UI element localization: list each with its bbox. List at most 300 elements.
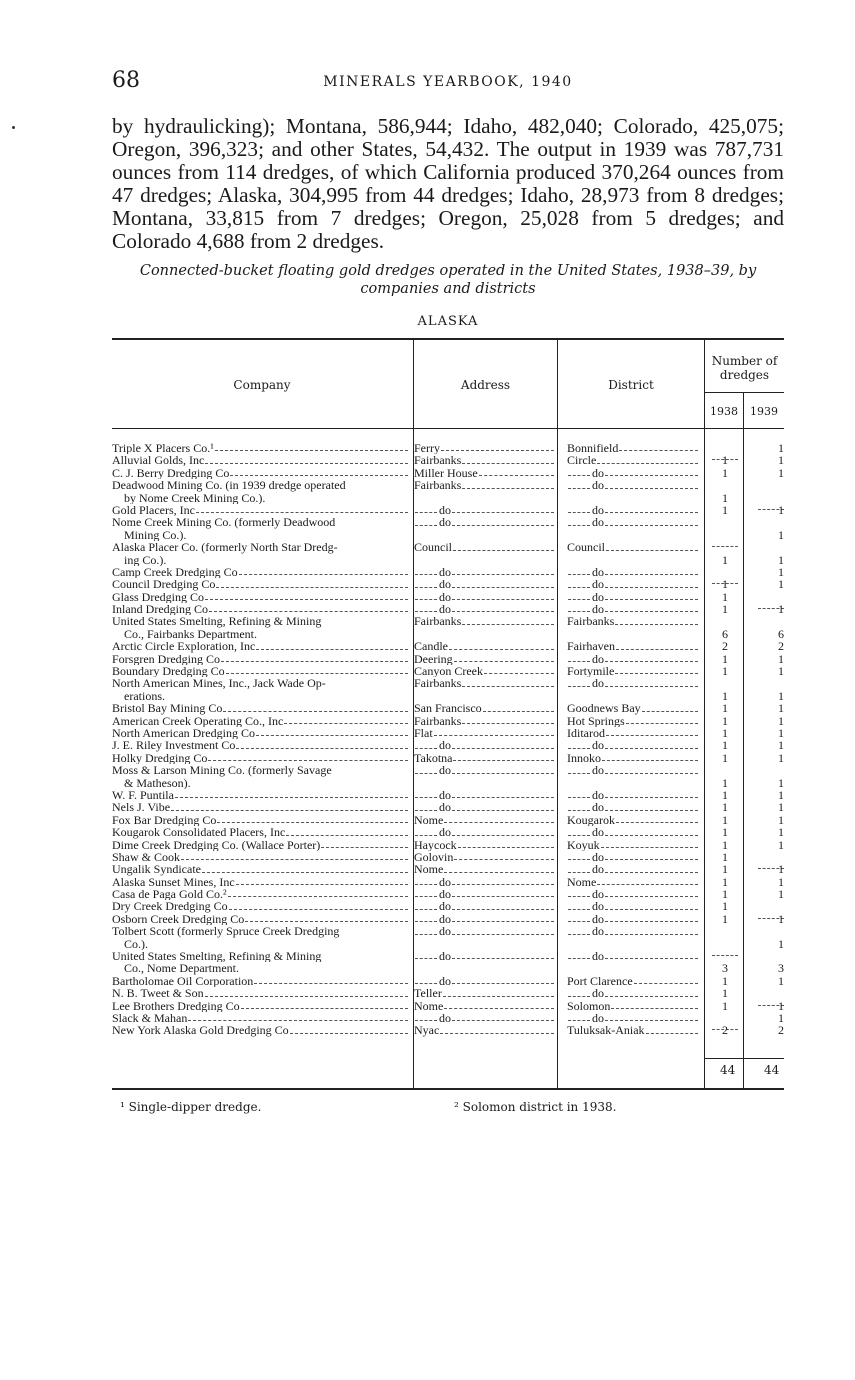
company-cell [112,950,410,962]
company-name: Osborn Creek Dredging Co [112,912,245,926]
district-cell [567,653,700,665]
company-cell [112,566,410,578]
district-text: do [592,764,604,777]
count-value: 1 [778,454,784,467]
address-text: Haycock [414,838,457,851]
count-1939 [746,789,784,801]
count-1939 [746,529,784,541]
address-text: do [439,578,451,591]
count-1938 [708,504,742,516]
address-text: Fairbanks [414,615,462,628]
table-row [112,938,784,950]
count-1939 [746,442,784,454]
count-1939 [746,777,784,789]
company-cell [112,516,410,528]
count-value: 1 [722,714,728,727]
address-text: do [439,603,451,616]
district-cell [567,715,700,727]
district-text: do [592,677,604,690]
address-cell [414,789,556,801]
count-1938 [708,591,742,603]
count-value: 1 [778,442,784,455]
count-value: 3 [722,962,728,975]
count-value: 1 [722,776,728,789]
address-text: do [439,888,451,901]
address-cell [414,640,556,652]
district-text: Circle [567,454,597,467]
table-row [112,1024,784,1036]
table-row [112,801,784,813]
table-bottom-rule [112,1088,784,1090]
address-cell [414,839,556,851]
district-text: do [592,925,604,938]
district-cell [567,615,700,627]
address-text: San Francisco [414,702,482,715]
company-name: Dime Creek Dredging Co. (Wallace Porter) [112,838,321,851]
table-row [112,479,784,491]
district-text: do [592,950,604,963]
count-value: 1 [778,466,784,480]
address-cell [414,826,556,838]
table-row [112,702,784,714]
count-value: 1 [722,702,728,715]
district-text: do [592,479,604,492]
district-cell [567,591,700,603]
table-row [112,541,784,553]
company-name: J. E. Riley Investment Co [112,739,236,752]
table-row [112,764,784,776]
count-1938 [708,467,742,479]
address-text: do [439,801,451,814]
count-1939 [746,826,784,838]
district-text: Goodnews Bay [567,702,641,715]
district-cell [567,913,700,925]
address-cell [414,1000,556,1012]
district-cell [567,727,700,739]
district-cell [567,801,700,813]
count-1938 [708,826,742,838]
district-cell [567,789,700,801]
district-text: do [592,912,604,926]
company-name: United States Smelting, Refining & Mining [112,615,322,628]
district-cell [567,839,700,851]
header-company: Company [233,378,291,392]
company-cell [112,578,410,590]
company-cell [112,492,422,504]
district-cell [567,454,700,466]
table-row [112,591,784,603]
company-cell [112,615,410,627]
address-text: Nome [414,999,444,1012]
count-1939 [746,628,784,640]
company-name: C. J. Berry Dredging Co [112,466,230,480]
count-value: 1 [778,826,784,839]
address-cell [414,504,556,516]
count-1938 [708,628,742,640]
district-text: Innoko [567,751,601,765]
intro-paragraph: by hydraulicking); Montana, 586,944; Idaho, 482,040; Colorado, 425,075; Oregon, 396,323; and other States, 54,432. The output in 1939 was 787,731 ounces from 114 dredges, of which California produced 370,264 ounces from 47 dredges; Alaska, 304,995 from 44 dredges; Idaho, 28,973 from 8 dredges; Montana, 33,815 from 7 dredges; Oregon, 25,028 from 5 dredges; and Colorado 4,688 from 2 dredges. [112,114,784,253]
district-text: do [592,739,604,752]
company-name: Council Dredging Co [112,578,216,591]
footnote-1: ¹ Single-dipper dredge. [120,1100,262,1114]
address-cell [414,888,556,900]
company-cell [112,764,410,776]
company-name: Slack & Mahan [112,1011,188,1025]
address-cell [414,739,556,751]
count-1938 [708,876,742,888]
count-1938 [708,1000,742,1012]
count-1938 [708,554,742,566]
district-text: do [592,565,604,579]
count-1939 [746,801,784,813]
count-1939 [746,913,784,925]
address-text: Nome [414,813,444,827]
district-text: do [592,516,604,529]
header-address: Address [460,378,511,392]
company-cell [112,715,410,727]
address-text: do [439,900,451,913]
count-1938 [708,665,742,677]
district-text: do [592,590,604,604]
district-text: do [592,603,604,616]
count-1938 [708,975,742,987]
count-value: 1 [722,665,728,678]
count-value: 1 [722,863,728,876]
address-cell [414,851,556,863]
address-text: Deering [414,652,453,666]
count-1939 [746,603,784,615]
table-row [112,615,784,627]
district-cell [567,566,700,578]
district-text: do [592,987,604,1000]
district-cell [567,578,700,590]
district-text: Fortymile [567,665,615,678]
count-1938 [708,962,742,974]
company-name: Shaw & Cook [112,850,181,864]
count-value: 6 [778,627,784,641]
company-name: Holky Dredging Co [112,751,208,765]
district-text: do [592,900,604,913]
company-cell [112,826,410,838]
company-name: & Matheson). [124,776,191,789]
district-text: do [592,788,604,802]
table-top-rule [112,338,784,340]
count-value: 1 [778,702,784,715]
company-cell [112,913,410,925]
table-row [112,777,784,789]
count-1939 [746,839,784,851]
company-cell [112,653,410,665]
count-1938 [708,777,742,789]
company-name: Alaska Sunset Mines, Inc [112,875,235,889]
count-value: 1 [778,565,784,579]
district-text: Council [567,541,605,554]
table-row [112,950,784,962]
address-text: Candle [414,640,448,653]
company-cell [112,1000,410,1012]
address-cell [414,727,556,739]
table-row [112,628,784,640]
district-text: do [592,503,604,517]
table-row [112,1000,784,1012]
count-value: 1 [722,603,728,616]
district-cell [567,603,700,615]
count-value: 1 [722,590,728,604]
table-row [112,665,784,677]
company-cell [112,591,410,603]
table-row [112,516,784,528]
footnote-2: ² Solomon district in 1938. [454,1100,617,1114]
header-district: District [608,378,654,392]
company-cell [112,888,410,900]
table-row [112,789,784,801]
address-text: do [439,925,451,938]
address-cell [414,615,556,627]
count-value: 1 [778,739,784,752]
district-text: Fairhaven [567,640,615,653]
table-row [112,566,784,578]
address-cell [414,677,556,689]
address-cell [414,913,556,925]
totals-rule [705,1058,784,1059]
company-name: Alluvial Golds, Inc [112,454,205,467]
table-row [112,925,784,937]
table-row [112,554,784,566]
company-cell [112,1012,410,1024]
count-1939 [746,454,784,466]
count-1939 [746,566,784,578]
district-cell [567,764,700,776]
district-cell [567,987,700,999]
address-text: Council [414,541,452,554]
table-row [112,739,784,751]
count-value: 1 [778,652,784,666]
count-value: 1 [778,801,784,814]
address-text: do [439,764,451,777]
count-1939 [746,1012,784,1024]
count-value: 1 [722,838,728,851]
count-value: 1 [722,739,728,752]
count-value: 2 [778,640,784,653]
table-row [112,677,784,689]
address-text: do [439,875,451,889]
address-cell [414,578,556,590]
count-value: 1 [722,454,728,467]
company-name: Deadwood Mining Co. (in 1939 dredge operated [112,479,346,492]
company-cell [112,727,410,739]
count-1938 [708,454,742,466]
count-value: 1 [778,912,784,926]
address-cell [414,863,556,875]
district-cell [567,814,700,826]
count-value: 3 [778,962,784,975]
count-value: 1 [722,751,728,765]
address-cell [414,1024,556,1036]
address-text: Nyac [414,1024,440,1037]
company-cell [112,529,422,541]
table-row [112,975,784,987]
count-value: 1 [778,888,784,901]
table-row [112,690,784,702]
district-cell [567,1000,700,1012]
address-cell [414,442,556,454]
district-cell [567,925,700,937]
district-cell [567,467,700,479]
count-value: 1 [778,528,784,542]
district-text: do [592,888,604,901]
table-row [112,492,784,504]
address-text: do [439,516,451,529]
company-cell [112,554,422,566]
company-cell [112,442,410,454]
address-cell [414,566,556,578]
address-cell [414,925,556,937]
count-1938 [708,739,742,751]
company-cell [112,628,422,640]
company-name: Kougarok Consolidated Placers, Inc [112,826,286,839]
address-text: do [439,912,451,926]
count-value: 1 [778,578,784,591]
count-value: 1 [722,875,728,889]
count-1938 [708,492,742,504]
address-text: do [439,503,451,517]
count-1938 [708,690,742,702]
table-row [112,715,784,727]
district-text: Tuluksak-Aniak [567,1024,645,1037]
table-row [112,962,784,974]
address-text: do [439,950,451,963]
company-cell [112,504,410,516]
company-name: Nels J. Vibe [112,801,171,814]
company-name: Inland Dredging Co [112,603,208,616]
count-value: 1 [778,665,784,678]
district-text: Bonnifield [567,442,619,455]
address-text: do [439,739,451,752]
count-value: 2 [722,640,728,653]
company-name: Bristol Bay Mining Co [112,702,223,715]
company-name: Mining Co.). [124,528,187,542]
address-text: Takotna [414,751,453,765]
table-caption: Connected-bucket floating gold dredges operated in the United States, 1938–39, by companies and districts [139,263,757,297]
section-heading: ALASKA [417,314,479,329]
address-text: Fairbanks [414,714,462,727]
count-value: 1 [722,689,728,703]
address-cell [414,876,556,888]
address-text: Miller House [414,466,478,480]
address-text: do [439,1011,451,1025]
count-value: 6 [722,627,728,641]
count-1938 [708,913,742,925]
header-1938: 1938 [710,405,738,418]
district-cell [567,826,700,838]
count-value: 1 [778,788,784,802]
count-1938 [708,814,742,826]
address-cell [414,801,556,813]
count-value: 1 [778,751,784,765]
company-cell [112,962,422,974]
table-row [112,442,784,454]
district-text: do [592,826,604,839]
count-1939 [746,752,784,764]
count-value: 1 [778,726,784,740]
address-text: Canyon Creek [414,665,483,678]
table-row [112,727,784,739]
table-row [112,876,784,888]
count-1939 [746,876,784,888]
number-header-rule [704,392,784,393]
company-name: Forsgren Dredging Co [112,652,220,666]
address-text: do [439,974,451,988]
table-row [112,603,784,615]
address-text: do [439,788,451,802]
company-name: Ungalik Syndicate [112,863,201,876]
count-1939 [746,975,784,987]
count-1938 [708,578,742,590]
company-name: Arctic Circle Exploration, Inc [112,640,256,653]
count-1939 [746,1000,784,1012]
total-1938: 44 [720,1063,736,1077]
company-name: Dry Creek Dredging Co [112,900,228,913]
company-cell [112,739,410,751]
address-cell [414,715,556,727]
company-name: Nome Creek Mining Co. (formerly Deadwood [112,516,336,529]
company-name: Moss & Larson Mining Co. (formerly Savage [112,764,332,777]
table-row [112,752,784,764]
table-row [112,653,784,665]
count-1938 [708,727,742,739]
page-header [112,68,784,98]
company-name: Lee Brothers Dredging Co [112,999,240,1012]
district-cell [567,876,700,888]
count-value: 1 [722,652,728,666]
count-value: 1 [778,689,784,703]
count-1938 [708,863,742,875]
address-text: Ferry [414,442,440,455]
count-value: 1 [778,776,784,789]
table-row [112,987,784,999]
address-cell [414,752,556,764]
header-number-of-dredges: Number of dredges [711,354,778,382]
table-row [112,578,784,590]
count-value: 1 [778,937,784,951]
district-text: Fairbanks [567,615,615,628]
company-cell [112,925,410,937]
count-value: 1 [722,987,728,1000]
company-name: Co., Nome Department. [124,962,239,975]
count-value: 1 [778,838,784,851]
count-1939 [746,739,784,751]
company-cell [112,814,410,826]
count-1939 [746,888,784,900]
count-1939 [746,962,784,974]
count-value: 1 [722,999,728,1012]
address-cell [414,591,556,603]
count-1939 [746,665,784,677]
table-header-rule [112,428,784,429]
district-text: do [592,652,604,666]
address-cell [414,516,556,528]
district-text: do [592,1011,604,1025]
address-text: Golovin [414,850,454,864]
count-value: 1 [778,553,784,566]
address-cell [414,454,556,466]
header-1939: 1939 [750,405,778,418]
address-cell [414,541,556,553]
running-title: MINERALS YEARBOOK, 1940 [323,74,573,90]
company-cell [112,851,410,863]
company-cell [112,987,410,999]
table-row [112,529,784,541]
